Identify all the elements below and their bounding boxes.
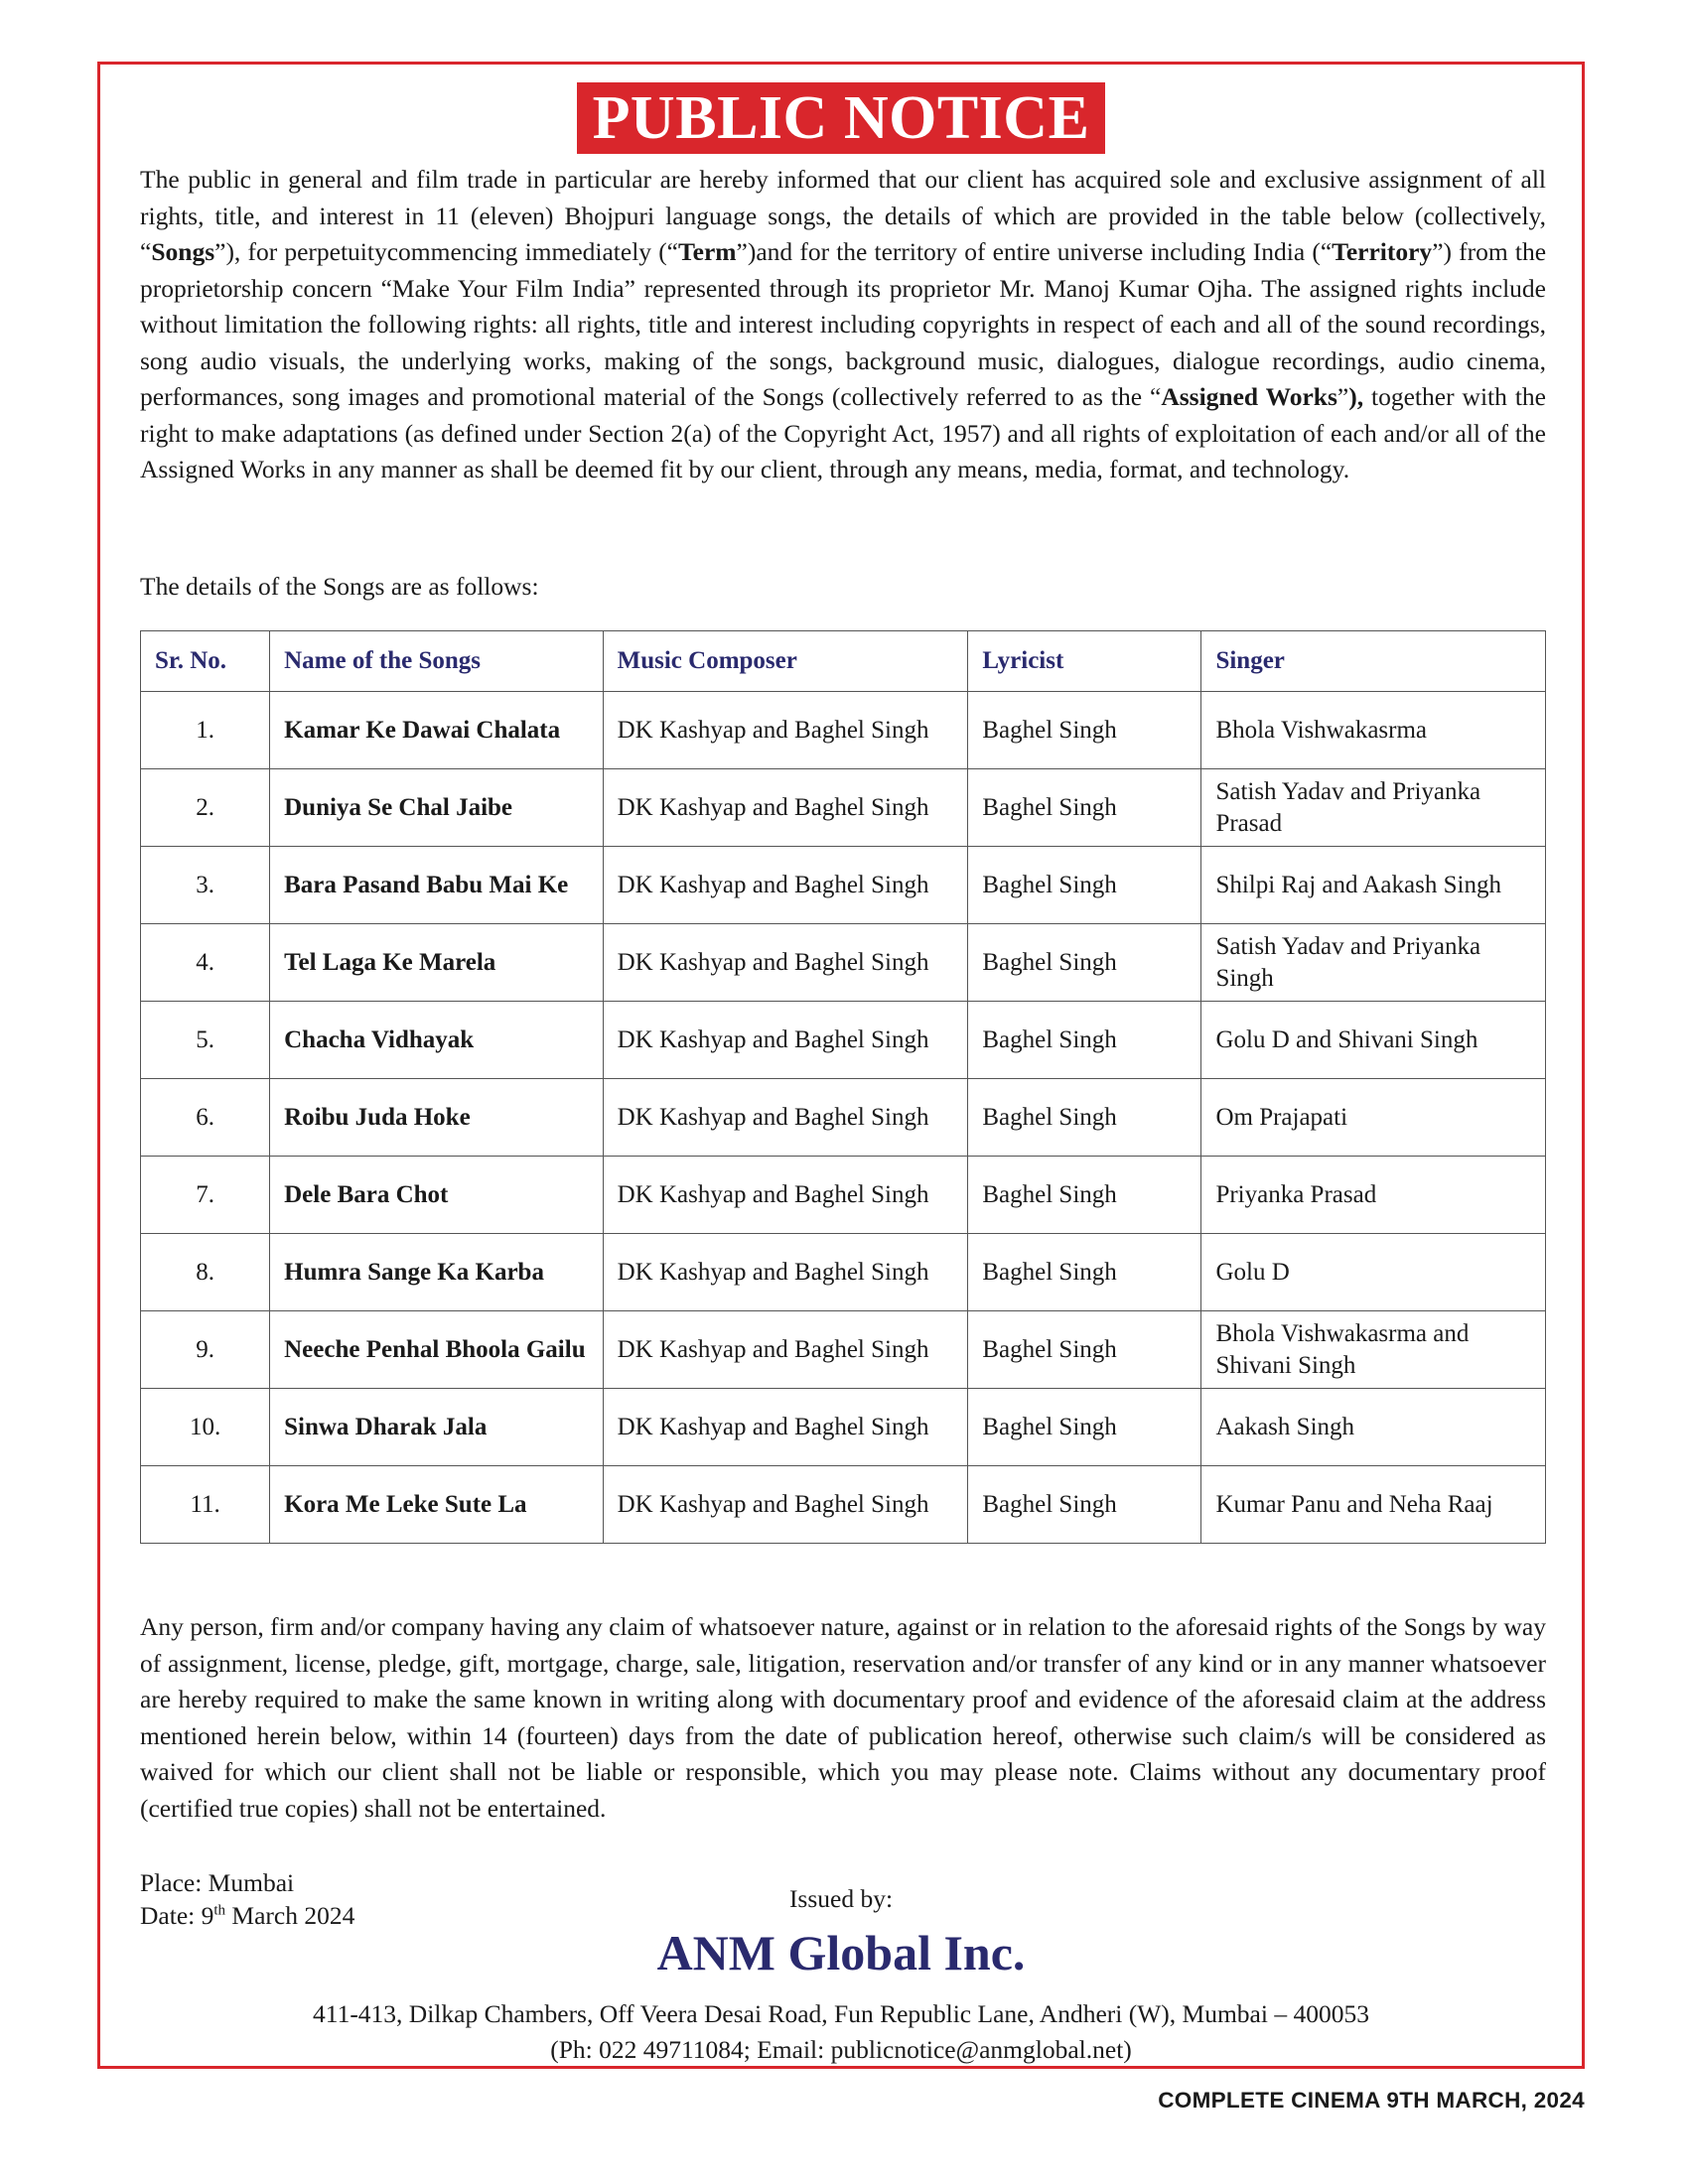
- header-song-name: Name of the Songs: [270, 631, 604, 692]
- cell-song-name: Bara Pasand Babu Mai Ke: [270, 847, 604, 924]
- details-intro: The details of the Songs are as follows:: [140, 572, 539, 601]
- cell-composer: DK Kashyap and Baghel Singh: [603, 1002, 968, 1079]
- header-sr-no: Sr. No.: [141, 631, 270, 692]
- cell-song-name: Humra Sange Ka Karba: [270, 1234, 604, 1311]
- cell-singer: Kumar Panu and Neha Raaj: [1201, 1466, 1546, 1544]
- address-block: [100, 1996, 1582, 2068]
- cell-singer: Bhola Vishwakasrma and Shivani Singh: [1201, 1311, 1546, 1389]
- notice-frame: [97, 62, 1585, 2069]
- cell-lyricist: Baghel Singh: [968, 769, 1201, 847]
- issued-by: Issued by:: [788, 1884, 894, 1913]
- cell-lyricist: Baghel Singh: [968, 1311, 1201, 1389]
- intro-bold-territory: Territory: [1332, 237, 1433, 266]
- publication-footer: COMPLETE CINEMA 9TH MARCH, 2024: [1158, 2088, 1585, 2113]
- intro-paragraph: [140, 162, 1546, 488]
- intro-bold-close: ),: [1348, 382, 1364, 411]
- cell-sr-no: 10.: [141, 1389, 270, 1466]
- cell-composer: DK Kashyap and Baghel Singh: [603, 1311, 968, 1389]
- cell-composer: DK Kashyap and Baghel Singh: [603, 924, 968, 1002]
- cell-composer: DK Kashyap and Baghel Singh: [603, 1079, 968, 1157]
- cell-lyricist: Baghel Singh: [968, 1157, 1201, 1234]
- intro-bold-songs: Songs: [151, 237, 215, 266]
- date-prefix: Date: 9: [140, 1901, 214, 1930]
- cell-sr-no: 6.: [141, 1079, 270, 1157]
- cell-song-name: Tel Laga Ke Marela: [270, 924, 604, 1002]
- cell-composer: DK Kashyap and Baghel Singh: [603, 1389, 968, 1466]
- cell-song-name: Kora Me Leke Sute La: [270, 1466, 604, 1544]
- intro-text-5: ”: [1336, 382, 1349, 411]
- cell-sr-no: 2.: [141, 769, 270, 847]
- cell-singer: Bhola Vishwakasrma: [1201, 692, 1546, 769]
- cell-song-name: Kamar Ke Dawai Chalata: [270, 692, 604, 769]
- cell-singer: Aakash Singh: [1201, 1389, 1546, 1466]
- table-header-row: [141, 631, 1546, 692]
- table-row: [141, 1157, 1546, 1234]
- table-row: [141, 692, 1546, 769]
- date-suffix: March 2024: [225, 1901, 355, 1930]
- place-line: Place: Mumbai: [140, 1868, 295, 1897]
- contact-line: (Ph: 022 49711084; Email: publicnotice@anmglobal.net): [550, 2035, 1132, 2064]
- date-superscript: th: [213, 1902, 226, 1919]
- cell-singer: Shilpi Raj and Aakash Singh: [1201, 847, 1546, 924]
- header-singer: Singer: [1201, 631, 1546, 692]
- table-row: [141, 1079, 1546, 1157]
- company-name: ANM Global Inc.: [656, 1925, 1026, 1980]
- cell-lyricist: Baghel Singh: [968, 1466, 1201, 1544]
- cell-lyricist: Baghel Singh: [968, 1389, 1201, 1466]
- cell-singer: Golu D and Shivani Singh: [1201, 1002, 1546, 1079]
- cell-singer: Satish Yadav and Priyanka Singh: [1201, 924, 1546, 1002]
- cell-singer: Priyanka Prasad: [1201, 1157, 1546, 1234]
- cell-song-name: Roibu Juda Hoke: [270, 1079, 604, 1157]
- cell-song-name: Neeche Penhal Bhoola Gailu: [270, 1311, 604, 1389]
- cell-lyricist: Baghel Singh: [968, 1234, 1201, 1311]
- cell-composer: DK Kashyap and Baghel Singh: [603, 692, 968, 769]
- cell-lyricist: Baghel Singh: [968, 1002, 1201, 1079]
- table-row: [141, 769, 1546, 847]
- cell-composer: DK Kashyap and Baghel Singh: [603, 769, 968, 847]
- cell-sr-no: 1.: [141, 692, 270, 769]
- cell-song-name: Sinwa Dharak Jala: [270, 1389, 604, 1466]
- table-row: [141, 924, 1546, 1002]
- cell-lyricist: Baghel Singh: [968, 847, 1201, 924]
- cell-sr-no: 5.: [141, 1002, 270, 1079]
- cell-singer: Golu D: [1201, 1234, 1546, 1311]
- address-line: 411-413, Dilkap Chambers, Off Veera Desai Road, Fun Republic Lane, Andheri (W), Mumbai – 400053: [313, 1999, 1369, 2028]
- cell-sr-no: 11.: [141, 1466, 270, 1544]
- intro-text-1: The public in general and film trade in particular are hereby informed that our client has acquired sole and exclusive assignment of all rights, title, and interest in 11 (eleven) Bhojpuri language songs, the details of which are provided in the table below (collectively, “: [140, 165, 1546, 266]
- cell-song-name: Duniya Se Chal Jaibe: [270, 769, 604, 847]
- notice-title: PUBLIC NOTICE: [577, 82, 1106, 154]
- cell-sr-no: 4.: [141, 924, 270, 1002]
- cell-song-name: Chacha Vidhayak: [270, 1002, 604, 1079]
- table-row: [141, 1311, 1546, 1389]
- cell-song-name: Dele Bara Chot: [270, 1157, 604, 1234]
- intro-bold-term: Term: [678, 237, 737, 266]
- cell-lyricist: Baghel Singh: [968, 924, 1201, 1002]
- cell-singer: Satish Yadav and Priyanka Prasad: [1201, 769, 1546, 847]
- title-wrap: [100, 82, 1582, 154]
- table-row: [141, 847, 1546, 924]
- table-row: [141, 1234, 1546, 1311]
- cell-composer: DK Kashyap and Baghel Singh: [603, 847, 968, 924]
- cell-composer: DK Kashyap and Baghel Singh: [603, 1234, 968, 1311]
- cell-singer: Om Prajapati: [1201, 1079, 1546, 1157]
- header-lyricist: Lyricist: [968, 631, 1201, 692]
- header-composer: Music Composer: [603, 631, 968, 692]
- table-row: [141, 1002, 1546, 1079]
- cell-composer: DK Kashyap and Baghel Singh: [603, 1466, 968, 1544]
- intro-text-4: ”) from the proprietorship concern “Make Your Film India” represented through its proprietor Mr. Manoj Kumar Ojha. The assigned rights include without limitation the following rights: all rights, title and interest including copyrights in respect of each and all of the sound recordings, song audio visuals, the underlying works, making of the songs, background music, dialogues, dialogue recordings, audio cinema, performances, song images and promotional material of the Songs (collectively referred to as the “: [140, 237, 1547, 411]
- cell-lyricist: Baghel Singh: [968, 1079, 1201, 1157]
- cell-sr-no: 7.: [141, 1157, 270, 1234]
- table-row: [141, 1389, 1546, 1466]
- cell-composer: DK Kashyap and Baghel Singh: [603, 1157, 968, 1234]
- claims-paragraph: Any person, firm and/or company having any claim of whatsoever nature, against or in relation to the aforesaid rights of the Songs by way of assignment, license, pledge, gift, mortgage, charge, sale, litigation, reservation and/or transfer of any kind or in any manner whatsoever are hereby required to make the same known in writing along with documentary proof and evidence of the aforesaid claim at the address mentioned herein below, within 14 (fourteen) days from the date of publication hereof, otherwise such claim/s will be considered as waived for which our client shall not be liable or responsible, which you may please note. Claims without any documentary proof (certified true copies) shall not be entertained.: [140, 1612, 1546, 1823]
- cell-sr-no: 3.: [141, 847, 270, 924]
- intro-text-2: ”), for perpetuitycommencing immediately (“: [214, 237, 678, 266]
- intro-text-3: ”)and for the territory of entire universe including India (“: [736, 237, 1333, 266]
- table-row: [141, 1466, 1546, 1544]
- intro-bold-assigned-works: Assigned Works: [1161, 382, 1337, 411]
- cell-sr-no: 8.: [141, 1234, 270, 1311]
- cell-lyricist: Baghel Singh: [968, 692, 1201, 769]
- cell-sr-no: 9.: [141, 1311, 270, 1389]
- intro-text-6: together with the right to make adaptations (as defined under Section 2(a) of the Copyright Act, 1957) and all rights of exploitation of each and/or all of the Assigned Works in any manner as shall be deemed fit by our client, through any means, media, format, and technology.: [140, 382, 1546, 483]
- songs-table: [140, 630, 1546, 1544]
